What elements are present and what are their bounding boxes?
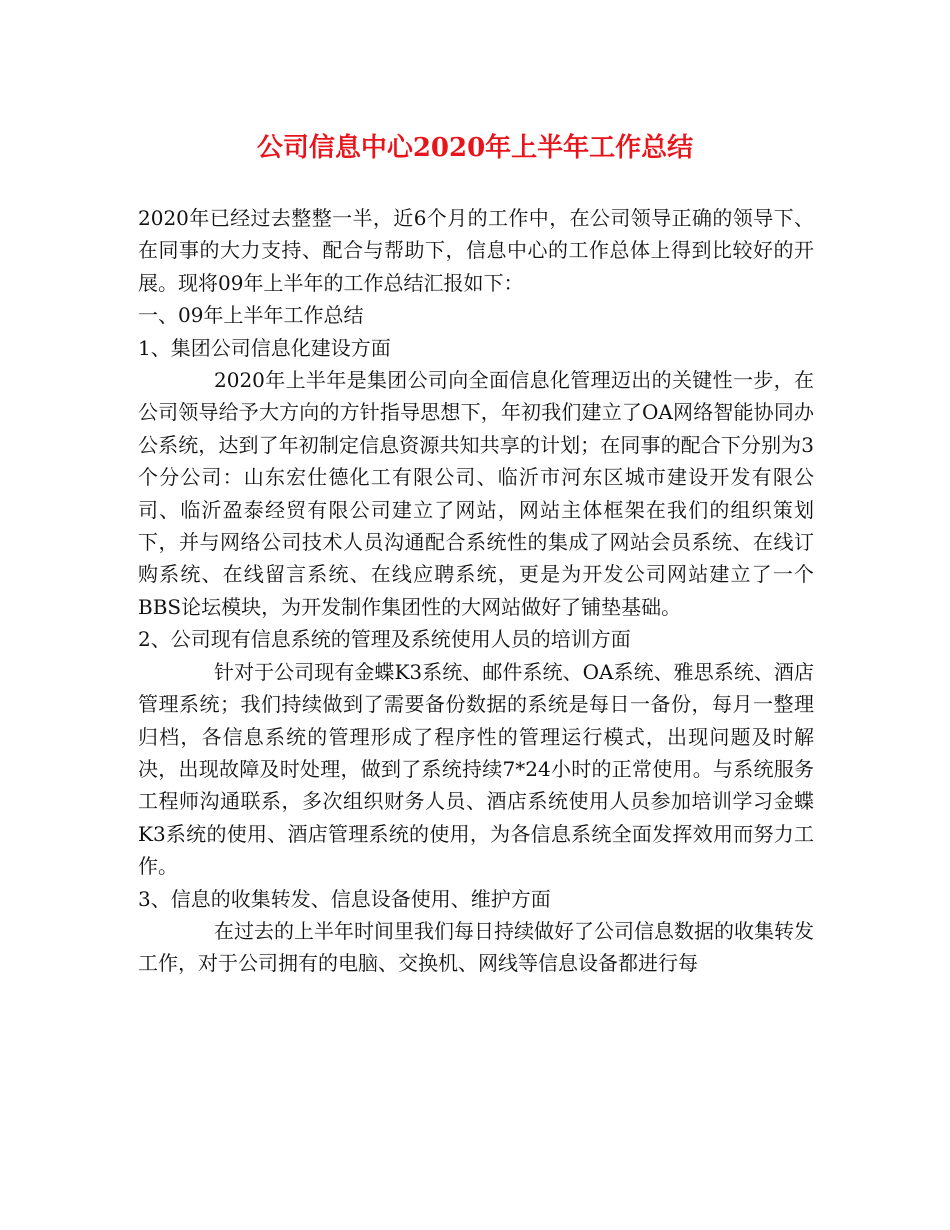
body-paragraph-2: 针对于公司现有金蝶K3系统、邮件系统、OA系统、雅思系统、酒店管理系统；我们持续做到了需要备份数据的系统是每日一备份，每月一整理归档，各信息系统的管理形成了程序性的管理运行模式，出现问题及时解决，出现故障及时处理，做到了系统持续7*24小时的正常使用。与系统服务工程师沟通联系，多次组织财务人员、酒店系统使用人员参加培训学习金蝶K3系统的使用、酒店管理系统的使用，为各信息系统全面发挥效用而努力工作。 — [138, 659, 814, 879]
subsection-heading-1: 1、集团公司信息化建设方面 — [138, 335, 391, 360]
section-heading-1: 一、09年上半年工作总结 — [138, 303, 364, 328]
body-paragraph-3: 在过去的上半年时间里我们每日持续做好了公司信息数据的收集转发工作，对于公司拥有的电脑、交换机、网线等信息设备都进行每 — [138, 918, 814, 976]
subsection-heading-3: 3、信息的收集转发、信息设备使用、维护方面 — [138, 886, 551, 911]
document-body — [138, 202, 814, 980]
document-title: 公司信息中心2020年上半年工作总结 — [256, 133, 694, 163]
intro-paragraph: 2020年已经过去整整一半，近6个月的工作中，在公司领导正确的领导下、在同事的大力支持、配合与帮助下，信息中心的工作总体上得到比较好的开展。现将09年上半年的工作总结汇报如下： — [138, 206, 814, 295]
subsection-heading-2: 2、公司现有信息系统的管理及系统使用人员的培训方面 — [138, 627, 631, 652]
body-paragraph-1: 2020年上半年是集团公司向全面信息化管理迈出的关键性一步，在公司领导给予大方向的方针指导思想下，年初我们建立了OA网络智能协同办公系统，达到了年初制定信息资源共知共享的计划；在同事的配合下分别为3个分公司：山东宏仕德化工有限公司、临沂市河东区城市建设开发有限公司、临沂盈泰经贸有限公司建立了网站，网站主体框架在我们的组织策划下，并与网络公司技术人员沟通配合系统性的集成了网站会员系统、在线订购系统、在线留言系统、在线应聘系统，更是为开发公司网站建立了一个BBS论坛模块，为开发制作集团性的大网站做好了铺垫基础。 — [138, 368, 814, 619]
